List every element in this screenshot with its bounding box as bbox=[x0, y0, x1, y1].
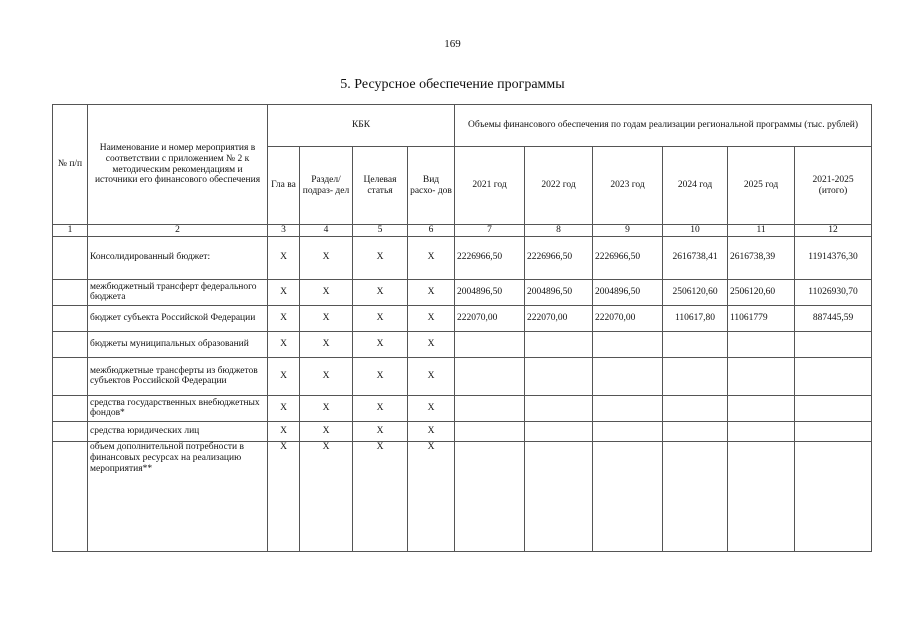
cell-num bbox=[53, 331, 88, 357]
cell-kbk-vid: Х bbox=[408, 395, 455, 421]
cell-name: Консолидированный бюджет: bbox=[88, 236, 268, 279]
table-row bbox=[53, 395, 872, 421]
cell-kbk-statya: Х bbox=[353, 236, 408, 279]
cell-name: межбюджетные трансферты из бюджетов субъектов Российской Федерации bbox=[88, 357, 268, 395]
cell-value-2024 bbox=[663, 441, 728, 551]
table-row bbox=[53, 279, 872, 305]
cell-value-2025 bbox=[728, 441, 795, 551]
cell-value-2021: 2004896,50 bbox=[455, 279, 525, 305]
cell-kbk-razdel: Х bbox=[300, 357, 353, 395]
col-number: 4 bbox=[300, 225, 353, 237]
header-glava: Гла ва bbox=[268, 147, 300, 225]
cell-value-2024: 2616738,41 bbox=[663, 236, 728, 279]
cell-value-2023 bbox=[593, 441, 663, 551]
cell-value-2024: 2506120,60 bbox=[663, 279, 728, 305]
header-name: Наименование и номер мероприятия в соответствии с приложением № 2 к методическим рекомендациям и источники его финансового обеспечения bbox=[88, 105, 268, 225]
cell-value-2024 bbox=[663, 357, 728, 395]
col-number: 8 bbox=[525, 225, 593, 237]
cell-name: бюджет субъекта Российской Федерации bbox=[88, 305, 268, 331]
col-number: 11 bbox=[728, 225, 795, 237]
cell-kbk-statya: Х bbox=[353, 357, 408, 395]
cell-kbk-glava: Х bbox=[268, 357, 300, 395]
cell-value-2025: 11061779 bbox=[728, 305, 795, 331]
cell-name: средства государственных внебюджетных фондов* bbox=[88, 395, 268, 421]
table-row bbox=[53, 357, 872, 395]
col-number: 12 bbox=[795, 225, 872, 237]
cell-value-2024 bbox=[663, 421, 728, 441]
cell-num bbox=[53, 279, 88, 305]
cell-value-total bbox=[795, 421, 872, 441]
table-row bbox=[53, 331, 872, 357]
cell-value-total bbox=[795, 395, 872, 421]
col-number: 7 bbox=[455, 225, 525, 237]
cell-kbk-statya: Х bbox=[353, 421, 408, 441]
cell-kbk-glava: Х bbox=[268, 236, 300, 279]
col-number: 1 bbox=[53, 225, 88, 237]
cell-kbk-vid: Х bbox=[408, 279, 455, 305]
col-number: 2 bbox=[88, 225, 268, 237]
cell-num bbox=[53, 357, 88, 395]
column-number-row bbox=[53, 225, 872, 237]
header-year-2025: 2025 год bbox=[728, 147, 795, 225]
cell-kbk-glava: Х bbox=[268, 441, 300, 551]
cell-value-2022: 2004896,50 bbox=[525, 279, 593, 305]
header-num: № п/п bbox=[53, 105, 88, 225]
cell-value-2023: 222070,00 bbox=[593, 305, 663, 331]
cell-kbk-razdel: Х bbox=[300, 279, 353, 305]
cell-value-2021: 2226966,50 bbox=[455, 236, 525, 279]
cell-kbk-glava: Х bbox=[268, 279, 300, 305]
table-row bbox=[53, 236, 872, 279]
cell-value-2025 bbox=[728, 331, 795, 357]
cell-kbk-razdel: Х bbox=[300, 305, 353, 331]
cell-num bbox=[53, 395, 88, 421]
cell-value-2025: 2616738,39 bbox=[728, 236, 795, 279]
cell-kbk-glava: Х bbox=[268, 305, 300, 331]
header-year-2021: 2021 год bbox=[455, 147, 525, 225]
cell-value-2025 bbox=[728, 395, 795, 421]
col-number: 9 bbox=[593, 225, 663, 237]
cell-value-2023 bbox=[593, 331, 663, 357]
cell-kbk-vid: Х bbox=[408, 331, 455, 357]
header-kbk: КБК bbox=[268, 105, 455, 147]
table-row bbox=[53, 421, 872, 441]
cell-kbk-glava: Х bbox=[268, 421, 300, 441]
cell-value-2021 bbox=[455, 421, 525, 441]
cell-value-2024: 110617,80 bbox=[663, 305, 728, 331]
cell-num bbox=[53, 441, 88, 551]
table-row bbox=[53, 441, 872, 551]
cell-kbk-vid: Х bbox=[408, 421, 455, 441]
cell-value-2022 bbox=[525, 421, 593, 441]
cell-name: объем дополнительной потребности в финансовых ресурсах на реализацию мероприятия** bbox=[88, 441, 268, 551]
cell-value-2022 bbox=[525, 357, 593, 395]
cell-value-2023: 2226966,50 bbox=[593, 236, 663, 279]
cell-kbk-razdel: Х bbox=[300, 395, 353, 421]
header-year-2024: 2024 год bbox=[663, 147, 728, 225]
cell-kbk-statya: Х bbox=[353, 441, 408, 551]
header-vid: Вид расхо- дов bbox=[408, 147, 455, 225]
cell-value-2025 bbox=[728, 421, 795, 441]
cell-value-2022 bbox=[525, 395, 593, 421]
cell-kbk-vid: Х bbox=[408, 441, 455, 551]
cell-kbk-razdel: Х bbox=[300, 236, 353, 279]
cell-value-2025 bbox=[728, 357, 795, 395]
cell-name: бюджеты муниципальных образований bbox=[88, 331, 268, 357]
cell-num bbox=[53, 305, 88, 331]
cell-value-2022: 222070,00 bbox=[525, 305, 593, 331]
page-title: 5. Ресурсное обеспечение программы bbox=[340, 77, 565, 92]
cell-kbk-statya: Х bbox=[353, 331, 408, 357]
cell-value-total: 11026930,70 bbox=[795, 279, 872, 305]
cell-kbk-statya: Х bbox=[353, 279, 408, 305]
header-statya: Целевая статья bbox=[353, 147, 408, 225]
cell-value-2023 bbox=[593, 357, 663, 395]
cell-name: межбюджетный трансферт федерального бюджета bbox=[88, 279, 268, 305]
header-razdel: Раздел/ подраз- дел bbox=[300, 147, 353, 225]
col-number: 6 bbox=[408, 225, 455, 237]
cell-value-2023 bbox=[593, 421, 663, 441]
table-row bbox=[53, 305, 872, 331]
cell-value-2021 bbox=[455, 441, 525, 551]
col-number: 5 bbox=[353, 225, 408, 237]
cell-value-2021 bbox=[455, 331, 525, 357]
resource-table bbox=[52, 104, 872, 552]
header-funding: Объемы финансового обеспечения по годам реализации региональной программы (тыс. рублей) bbox=[455, 105, 872, 147]
cell-kbk-razdel: Х bbox=[300, 441, 353, 551]
cell-kbk-statya: Х bbox=[353, 395, 408, 421]
cell-value-2023 bbox=[593, 395, 663, 421]
cell-value-2024 bbox=[663, 395, 728, 421]
page-number: 169 bbox=[444, 38, 461, 50]
cell-kbk-statya: Х bbox=[353, 305, 408, 331]
col-number: 3 bbox=[268, 225, 300, 237]
cell-value-2021: 222070,00 bbox=[455, 305, 525, 331]
cell-value-2021 bbox=[455, 395, 525, 421]
cell-value-2021 bbox=[455, 357, 525, 395]
cell-value-total bbox=[795, 331, 872, 357]
cell-value-total bbox=[795, 357, 872, 395]
cell-value-2025: 2506120,60 bbox=[728, 279, 795, 305]
cell-value-2024 bbox=[663, 331, 728, 357]
cell-value-total: 887445,59 bbox=[795, 305, 872, 331]
cell-kbk-vid: Х bbox=[408, 236, 455, 279]
header-year-2023: 2023 год bbox=[593, 147, 663, 225]
cell-name: средства юридических лиц bbox=[88, 421, 268, 441]
cell-num bbox=[53, 236, 88, 279]
header-total: 2021-2025 (итого) bbox=[795, 147, 872, 225]
cell-value-2022 bbox=[525, 331, 593, 357]
cell-value-total bbox=[795, 441, 872, 551]
cell-value-2022: 2226966,50 bbox=[525, 236, 593, 279]
col-number: 10 bbox=[663, 225, 728, 237]
cell-kbk-vid: Х bbox=[408, 357, 455, 395]
cell-kbk-razdel: Х bbox=[300, 421, 353, 441]
cell-value-2023: 2004896,50 bbox=[593, 279, 663, 305]
cell-kbk-glava: Х bbox=[268, 331, 300, 357]
cell-value-total: 11914376,30 bbox=[795, 236, 872, 279]
cell-num bbox=[53, 421, 88, 441]
cell-kbk-vid: Х bbox=[408, 305, 455, 331]
header-year-2022: 2022 год bbox=[525, 147, 593, 225]
cell-kbk-glava: Х bbox=[268, 395, 300, 421]
cell-value-2022 bbox=[525, 441, 593, 551]
cell-kbk-razdel: Х bbox=[300, 331, 353, 357]
